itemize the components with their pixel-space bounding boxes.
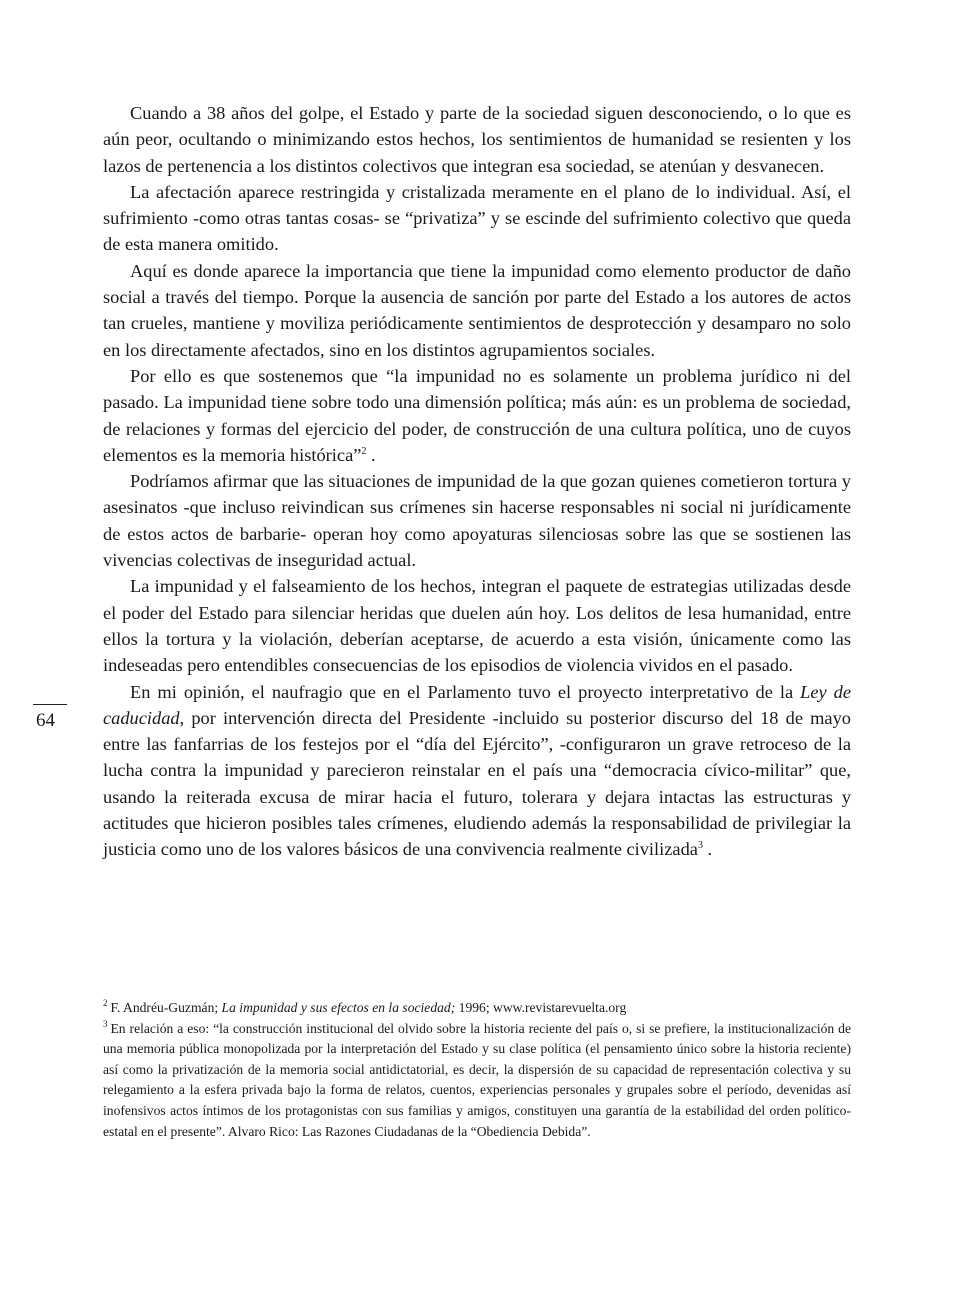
footnote-reference: 2 xyxy=(361,445,367,457)
footnote-title: La impunidad y sus efectos en la sociedad; xyxy=(221,1000,456,1015)
paragraph-text: En mi opinión, el naufragio que en el Parlamento tuvo el proyecto interpretativo de la xyxy=(130,681,801,702)
paragraph xyxy=(103,363,851,468)
paragraph-text: , por intervención directa del Presidente -incluido su posterior discurso del 18 de mayo entre las fanfarrias de los festejos por el “día del Ejército”, -configuraron un grave retroceso de la lucha contra la impunidad y parecieron reinstalar en el país una “democracia cívico-militar” que, usando la reiterada excusa de mirar hacia el futuro, tolerara y dejara intactas las estructuras y actitudes que hicieron posibles tales crímenes, eludiendo además la responsabilidad de privilegiar la justicia como uno de los valores básicos de una convivencia realmente civilizada xyxy=(103,707,851,860)
footnote xyxy=(103,1019,851,1143)
paragraph-end: . xyxy=(702,839,713,860)
footnote-author: F. Andréu-Guzmán; xyxy=(110,1000,222,1015)
footnote xyxy=(103,998,851,1019)
paragraph-text: Por ello es que sostenemos que “la impunidad no es solamente un problema jurídico ni del pasado. La impunidad tiene sobre todo una dimensión política; más aún: es un problema de sociedad, de relaciones y formas del ejercicio del poder, de construcción de una cultura política, uno de cuyos elementos es la memoria histórica” xyxy=(103,365,851,465)
footnote-text: En relación a eso: “la construcción institucional del olvido sobre la historia reciente del país o, si se prefiere, la institucionalización de una memoria pública monopolizada por la interpretación del Estado y su clase política (el pensamiento único sobre la historia reciente) así como la privatización de la memoria social antidictatorial, es decir, la dispersión de su capacidad de representación colectiva y su relegamiento a la esfera privada bajo la forma de relatos, cuentos, experiencias personales y grupales sobre el período, devenidas así inofensivos actos íntimos de los protagonistas con sus familias y amigos, constituyen una garantía de la estabilidad del orden político-estatal en el presente”. Alvaro Rico: Las Razones Ciudadanas de la “Obediencia Debida”. xyxy=(103,1020,851,1139)
footnote-mark: 3 xyxy=(103,1019,108,1030)
paragraph xyxy=(103,679,851,863)
paragraph: Cuando a 38 años del golpe, el Estado y parte de la sociedad siguen desconociendo, o lo que es aún peor, ocultando o minimizando estos hechos, los sentimientos de humanidad se resienten y los lazos de pertenencia a los distintos colectivos que integran esa sociedad, se atenúan y desvanecen. xyxy=(103,103,851,176)
paragraph-end: . xyxy=(366,444,376,465)
page-number-rule xyxy=(33,704,67,705)
law-title: Ley de caducidad xyxy=(103,681,852,728)
footnote-mark: 2 xyxy=(103,998,108,1009)
paragraph: La afectación aparece restringida y cristalizada meramente en el plano de lo individual. Así, el sufrimiento -como otras tantas cosas- se “privatiza” y se escinde del sufrimiento colectivo que queda de esta manera omitido. xyxy=(103,181,851,255)
footnotes xyxy=(103,998,851,1142)
page-number: 64 xyxy=(36,710,55,731)
paragraph: Aquí es donde aparece la importancia que tiene la impunidad como elemento productor de daño social a través del tiempo. Porque la ausencia de sanción por parte del Estado a los autores de actos tan crueles, mantiene y moviliza periódicamente sentimientos de desprotección y desamparo no solo en los directamente afectados, sino en los distintos agrupamientos sociales. xyxy=(103,260,851,360)
footnote-reference: 3 xyxy=(697,840,703,852)
body-text xyxy=(103,100,851,863)
paragraph: La impunidad y el falseamiento de los hechos, integran el paquete de estrategias utilizadas desde el poder del Estado para silenciar heridas que duelen aún hoy. Los delitos de lesa humanidad, entre ellos la tortura y la violación, deberían aceptarse, de acuerdo a esta visión, únicamente como las indeseadas pero entendibles consecuencias de los episodios de violencia vividos en el pasado. xyxy=(103,576,851,676)
footnote-source: 1996; www.revistarevuelta.org xyxy=(455,1000,627,1015)
paragraph: Podríamos afirmar que las situaciones de impunidad de la que gozan quienes cometieron tortura y asesinatos -que incluso reivindican sus crímenes sin hacerse responsables ni social ni jurídicamente de estos actos de barbarie- operan hoy como apoyaturas silenciosas sobre las que se sostienen las vivencias colectivas de inseguridad actual. xyxy=(103,471,851,571)
